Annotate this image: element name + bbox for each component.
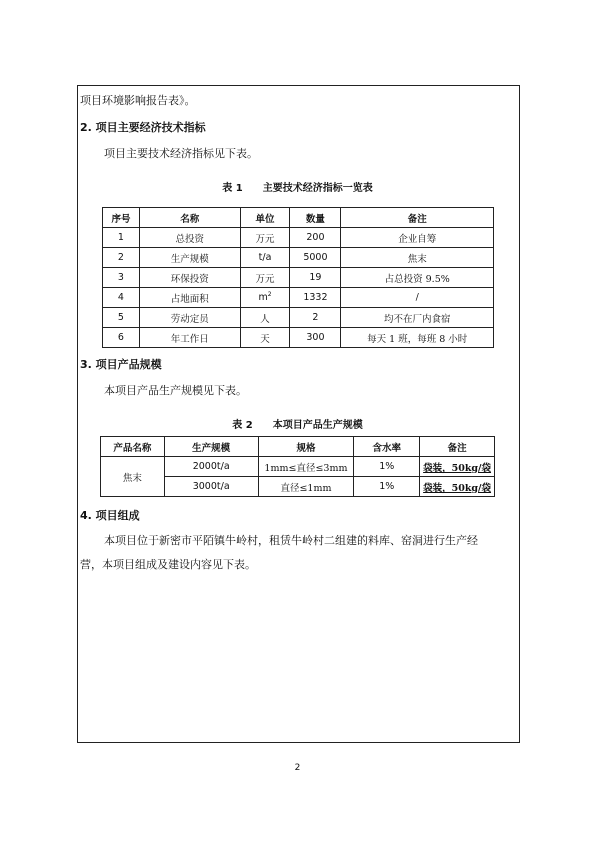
table-2 <box>100 436 495 497</box>
table-cell: 直径≤1mm <box>258 477 354 497</box>
section-3-paragraph: 本项目产品生产规模见下表。 <box>104 384 247 397</box>
table-cell: 每天 1 班，每班 8 小时 <box>341 328 494 348</box>
table-cell: 环保投资 <box>139 268 240 288</box>
table-cell: 5000 <box>290 248 341 268</box>
table-cell: 1% <box>354 477 420 497</box>
product-name-cell: 焦末 <box>101 457 165 497</box>
table-cell: 4 <box>103 288 140 308</box>
section-4-paragraph-line-2: 营，本项目组成及建设内容见下表。 <box>80 558 256 571</box>
table-2-header: 产品名称 <box>101 437 165 457</box>
table-cell: 5 <box>103 308 140 328</box>
table-1-caption: 表 1 主要技术经济指标一览表 <box>222 183 373 194</box>
table-cell: 6 <box>103 328 140 348</box>
unit-superscript: 2 <box>267 291 272 299</box>
table-cell: / <box>341 288 494 308</box>
table-1-header: 备注 <box>341 208 494 228</box>
page-number: 2 <box>294 763 301 773</box>
section-4-paragraph-line-1: 本项目位于新密市平陌镇牛岭村，租赁牛岭村二组建的料库、窑洞进行生产经 <box>104 534 478 547</box>
table-cell: 万元 <box>240 228 290 248</box>
table-1-header-row <box>103 208 494 228</box>
table-cell: 人 <box>240 308 290 328</box>
table-2-header: 生产规模 <box>164 437 258 457</box>
table-1-header: 单位 <box>240 208 290 228</box>
table-row <box>103 268 494 288</box>
unit-text: m <box>258 292 268 304</box>
table-cell: 袋装，50kg/袋 <box>420 457 495 477</box>
table-cell <box>240 288 290 308</box>
table-2-header: 备注 <box>420 437 495 457</box>
table-2-header-row <box>101 437 495 457</box>
table-cell: 生产规模 <box>139 248 240 268</box>
section-3-heading: 3. 项目产品规模 <box>80 358 162 371</box>
table-cell: 2 <box>290 308 341 328</box>
table-2-header: 规格 <box>258 437 354 457</box>
table-cell: 1% <box>354 457 420 477</box>
table-row <box>101 457 495 477</box>
table-cell: 均不在厂内食宿 <box>341 308 494 328</box>
table-cell: 3000t/a <box>164 477 258 497</box>
table-1-header: 名称 <box>139 208 240 228</box>
section-4-heading: 4. 项目组成 <box>80 509 140 522</box>
table-cell: 1332 <box>290 288 341 308</box>
table-cell: 万元 <box>240 268 290 288</box>
table-1 <box>102 207 494 348</box>
table-row <box>103 328 494 348</box>
table-cell: 300 <box>290 328 341 348</box>
table-cell: 3 <box>103 268 140 288</box>
table-2-caption: 表 2 本项目产品生产规模 <box>232 420 363 431</box>
table-row <box>103 288 494 308</box>
table-cell: 焦末 <box>341 248 494 268</box>
table-row <box>103 308 494 328</box>
table-cell: 1 <box>103 228 140 248</box>
table-cell: 19 <box>290 268 341 288</box>
section-2-heading: 2. 项目主要经济技术指标 <box>80 121 206 134</box>
table-cell: 1mm≤直径≤3mm <box>258 457 354 477</box>
table-cell: 占总投资 9.5% <box>341 268 494 288</box>
table-cell: 2 <box>103 248 140 268</box>
table-row <box>103 248 494 268</box>
table-1-header: 数量 <box>290 208 341 228</box>
table-cell: t/a <box>240 248 290 268</box>
table-cell: 劳动定员 <box>139 308 240 328</box>
table-cell: 袋装，50kg/袋 <box>420 477 495 497</box>
table-cell: 年工作日 <box>139 328 240 348</box>
table-cell: 企业自筹 <box>341 228 494 248</box>
section-2-paragraph: 项目主要技术经济指标见下表。 <box>104 147 258 160</box>
table-cell: 占地面积 <box>139 288 240 308</box>
table-row <box>103 228 494 248</box>
table-cell: 天 <box>240 328 290 348</box>
table-cell: 2000t/a <box>164 457 258 477</box>
table-1-header: 序号 <box>103 208 140 228</box>
table-cell: 200 <box>290 228 341 248</box>
table-2-header: 含水率 <box>354 437 420 457</box>
table-cell: 总投资 <box>139 228 240 248</box>
continued-text: 项目环境影响报告表》。 <box>80 94 196 107</box>
